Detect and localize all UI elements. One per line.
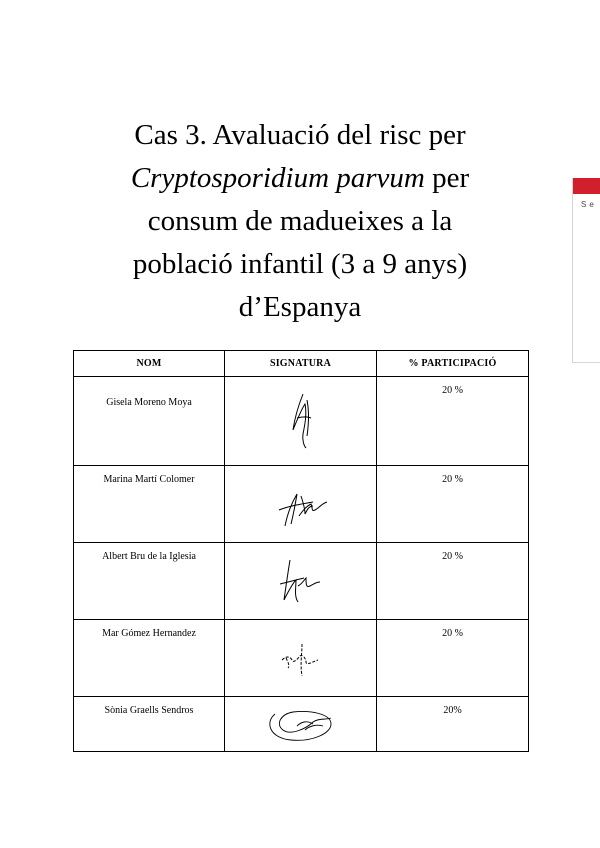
header-participation: % PARTICIPACIÓ [377, 351, 529, 377]
signature-cell [225, 377, 377, 466]
participation-value: 20% [377, 697, 529, 752]
document-title [60, 114, 540, 329]
participation-value: 20 % [377, 543, 529, 620]
signature-cell [225, 466, 377, 543]
member-name: Sònia Graells Sendros [74, 697, 225, 752]
table-row [74, 697, 529, 752]
side-tab-panel [572, 178, 600, 363]
title-species: Cryptosporidium parvum [130, 162, 425, 194]
side-tab-accent-bar [573, 178, 600, 194]
participation-value: 20 % [377, 620, 529, 697]
member-name: Gisela Moreno Moya [74, 377, 225, 466]
signature-cell [225, 620, 377, 697]
table-row [74, 377, 529, 466]
title-line-3: consum de madueixes a la [147, 205, 453, 237]
member-name: Albert Bru de la Iglesia [74, 543, 225, 620]
title-line-4: població infantil (3 a 9 anys) [132, 248, 468, 280]
title-line-5: d’Espanya [238, 291, 362, 323]
signature-cell [225, 543, 377, 620]
table-row [74, 466, 529, 543]
participation-value: 20 % [377, 377, 529, 466]
table-row [74, 543, 529, 620]
signature-icon [261, 704, 341, 744]
side-tab-text: Se [581, 200, 597, 209]
header-signature: SIGNATURA [225, 351, 377, 377]
member-name: Mar Gómez Hernandez [74, 620, 225, 697]
signature-icon [276, 636, 326, 680]
signature-icon [271, 476, 331, 532]
table-row [74, 620, 529, 697]
title-line-1: Cas 3. Avaluació del risc per [134, 119, 466, 151]
header-name: NOM [74, 351, 225, 377]
signature-icon [281, 390, 321, 452]
title-after-species: per [424, 162, 470, 194]
member-name: Marina Martí Colomer [74, 466, 225, 543]
participation-value: 20 % [377, 466, 529, 543]
signature-cell [225, 697, 377, 752]
table-header-row [74, 351, 529, 377]
signature-icon [276, 556, 326, 606]
participation-table [73, 350, 529, 752]
